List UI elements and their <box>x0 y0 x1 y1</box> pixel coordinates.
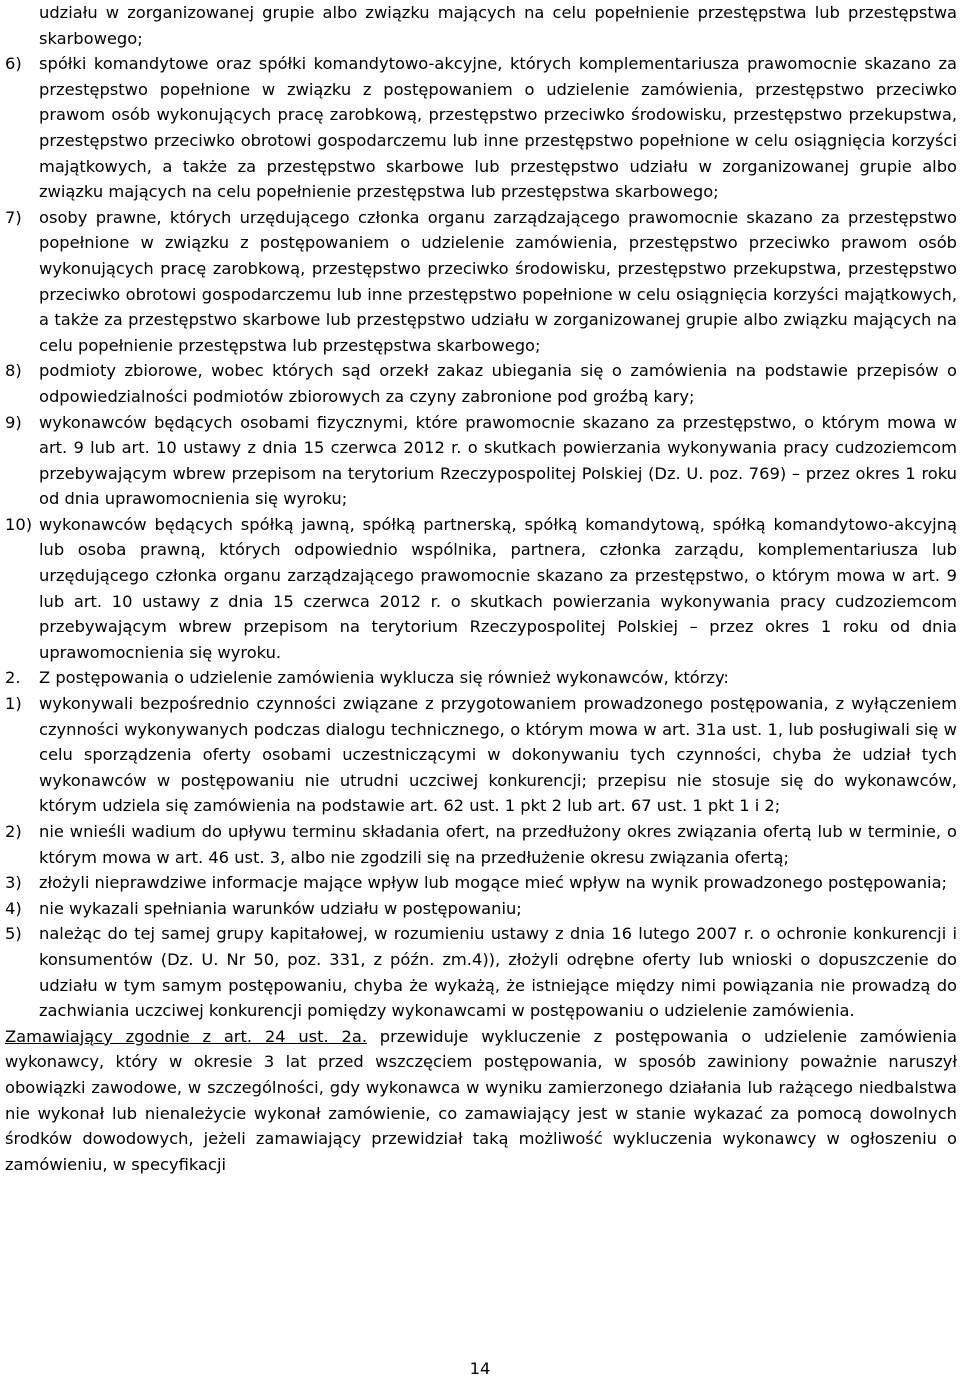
list-item-10 <box>5 512 957 666</box>
list-item-number: 10) <box>5 514 33 534</box>
article-reference-link[interactable]: Zamawiający zgodnie z art. 24 ust. 2a. <box>5 1026 368 1046</box>
list-item-text: nie wnieśli wadium do upływu terminu składania ofert, na przedłużony okres związania ofertą lub w terminie, o którym mowa w art. 46 ust. 3, albo nie zgodzili się na przedłużenie okresu związania ofertą; <box>39 822 957 867</box>
list-item-text: wykonawców będących spółką jawną, spółką partnerską, spółką komandytową, spółką komandytowo-akcyjną lub osoba prawną, których odpowiednio wspólnika, partnera, członka zarządu, komplementariusza lub urzędującego członka organu zarządzającego prawomocnie skazano za przestępstwo, o którym mowa w art. 9 lub art. 10 ustawy z dnia 15 czerwca 2012 r. o skutkach powierzania wykonywania pracy cudzoziemcom przebywającym wbrew przepisom na terytorium Rzeczypospolitej Polskiej – przez okres 1 roku od dnia uprawomocnienia się wyroku. <box>39 514 957 662</box>
list-item-8 <box>5 358 957 409</box>
list-item-9 <box>5 410 957 512</box>
list-item-text: wykonawców będących osobami fizycznymi, które prawomocnie skazano za przestępstwo, o którym mowa w art. 9 lub art. 10 ustawy z dnia 15 czerwca 2012 r. o skutkach powierzania wykonywania pracy cudzoziemcom przebywającym wbrew przepisom na terytorium Rzeczypospolitej Polskiej (Dz. U. poz. 769) – przez okres 1 roku od dnia uprawomocnienia się wyroku; <box>39 412 957 509</box>
list-item-number: 2) <box>5 822 22 841</box>
list-item-2-1 <box>5 691 957 819</box>
list-item-number: 3) <box>5 873 22 893</box>
list-item-number: 7) <box>5 207 22 227</box>
list-item-number: 1) <box>5 694 22 714</box>
list-item-2-3 <box>5 870 957 896</box>
list-item-text: wykonywali bezpośrednio czynności związane z przygotowaniem prowadzonego postępowania, z wyłączeniem czynności wykonywanych podczas dialogu technicznego, o którym mowa w art. 31a ust. 1, lub posługiwali się w celu sporządzenia oferty osobami uczestniczącymi w dokonywaniu tych czynności, chyba że udział tych wykonawców w postępowaniu nie utrudni uczciwej konkurencji; przepisu nie stosuje się do wykonawców, którym udziela się zamówienia na podstawie art. 62 ust. 1 pkt 2 lub art. 67 ust. 1 pkt 1 i 2; <box>39 694 957 816</box>
list-item-2-5 <box>5 921 957 1023</box>
section-2-heading <box>5 665 957 691</box>
list-item-text: nie wykazali spełniania warunków udziału w postępowaniu; <box>39 898 522 918</box>
list-item-number: 9) <box>5 412 22 432</box>
list-item-number: 5) <box>5 924 22 944</box>
list-item-7 <box>5 205 957 359</box>
list-item-text: osoby prawne, których urzędującego członka organu zarządzającego prawomocnie skazano za przestępstwo popełnione w związku z postępowaniem o udzielenie zamówienia, przestępstwo przeciwko prawom osób wykonujących pracę zarobkową, przestępstwo przeciwko środowisku, przestępstwo przekupstwa, przestępstwo przeciwko obrotowi gospodarczemu lub inne przestępstwo popełnione w celu osiągnięcia korzyści majątkowych, a także za przestępstwo skarbowe lub przestępstwo udziału w zorganizowanej grupie albo związku mających na celu popełnienie przestępstwa lub przestępstwa skarbowego; <box>39 207 957 355</box>
document-page <box>5 0 957 1177</box>
list-item-number: 6) <box>5 54 22 74</box>
list-item-text: złożyli nieprawdziwe informacje mające wpływ lub mogące mieć wpływ na wynik prowadzonego postępowania; <box>39 873 948 893</box>
page-number: 14 <box>469 1359 491 1378</box>
list-item-text: spółki komandytowe oraz spółki komandytowo-akcyjne, których komplementariusza prawomocnie skazano za przestępstwo popełnione w związku z postępowaniem o udzielenie zamówienia, przestępstwo przeciwko prawom osób wykonujących pracę zarobkową, przestępstwo przeciwko środowisku, przestępstwo przekupstwa, przestępstwo przeciwko obrotowi gospodarczemu lub inne przestępstwo popełnione w celu osiągnięcia korzyści majątkowych, a także za przestępstwo skarbowe lub przestępstwo udziału w zorganizowanej grupie albo związku mających na celu popełnienie przestępstwa lub przestępstwa skarbowego; <box>39 54 957 202</box>
closing-paragraph <box>5 1024 957 1178</box>
lead-continuation: udziału w zorganizowanej grupie albo związku mających na celu popełnienie przestępstwa lub przestępstwa skarbowego; <box>39 3 957 48</box>
list-item-text: podmioty zbiorowe, wobec których sąd orzekł zakaz ubiegania się o zamówienia na podstawie przepisów o odpowiedzialności podmiotów zbiorowych za czyny zabronione pod groźbą kary; <box>39 361 957 406</box>
closing-paragraph-text: przewiduje wykluczenie z postępowania o udzielenie zamówienia wykonawcy, który w okresie 3 lat przed wszczęciem postępowania, w sposób zawiniony poważnie naruszył obowiązki zawodowe, w szczególności, gdy wykonawca w wyniku zamierzonego działania lub rażącego niedbalstwa nie wykonał lub nienależycie wykonał zamówienie, co zamawiający jest w stanie wykazać za pomocą dowolnych środków dowodowych, jeżeli zamawiający przewidział taką możliwość wykluczenia wykonawcy w ogłoszeniu o zamówieniu, w specyfikacji <box>5 1026 958 1174</box>
list-item-number: 4) <box>5 898 22 918</box>
list-item-2-2 <box>5 819 957 870</box>
list-item-text: należąc do tej samej grupy kapitałowej, w rozumieniu ustawy z dnia 16 lutego 2007 r. o ochronie konkurencji i konsumentów (Dz. U. Nr 50, poz. 331, z późn. zm.4)), złożyli odrębne oferty lub wnioski o dopuszczenie do udziału w tym samym postępowaniu, chyba że wykażą, że istniejące między nimi powiązania nie prowadzą do zachwiania uczciwej konkurencji pomiędzy wykonawcami w postępowaniu o udzielenie zamówienia. <box>39 924 957 1021</box>
section-text: Z postępowania o udzielenie zamówienia wyklucza się również wykonawców, którzy: <box>39 668 729 688</box>
list-item-2-4 <box>5 896 957 922</box>
list-item-number: 8) <box>5 361 22 381</box>
section-number: 2. <box>5 668 21 688</box>
list-item-6 <box>5 51 957 205</box>
